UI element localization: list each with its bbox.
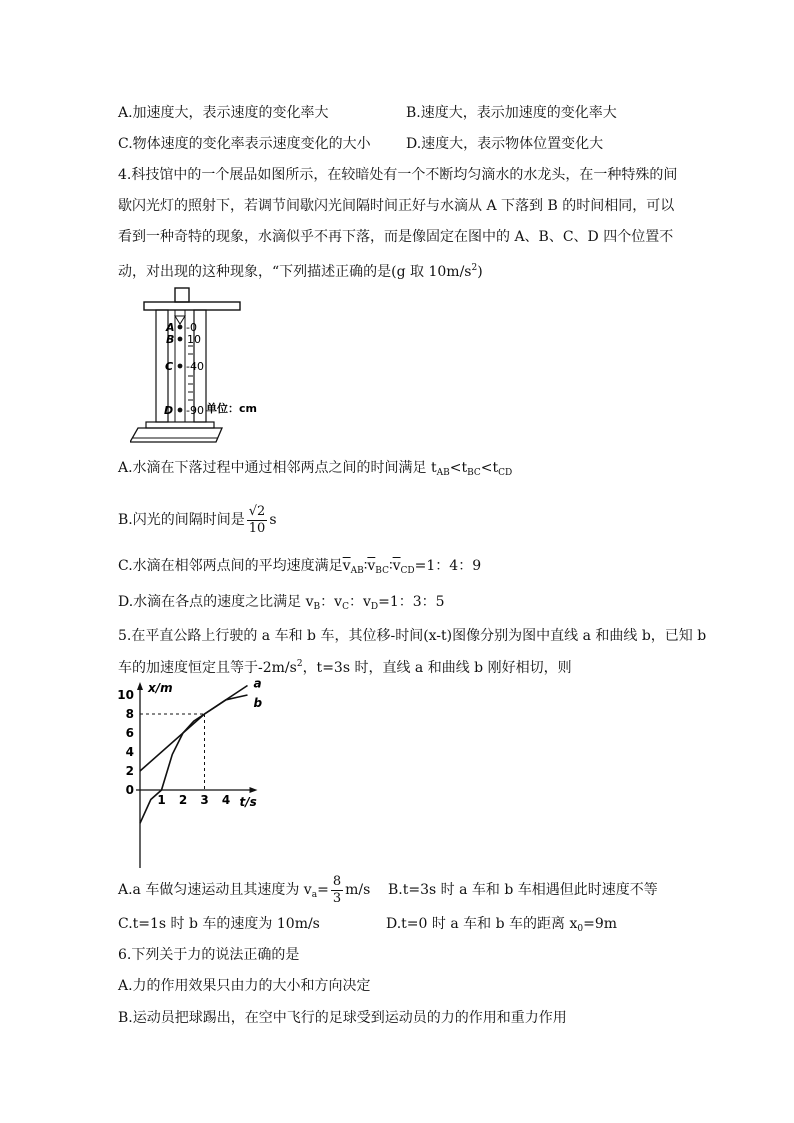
x-axis-arrow [250,787,258,793]
y-tick-label: 2 [125,764,134,778]
x-tick-label: 1 [157,793,166,807]
operator: <t [480,460,499,476]
ratio-sep: ∶ [363,558,368,574]
ratio-value: =1：3：5 [378,594,445,610]
option-text: C.水滴在相邻两点间的平均速度满足 [118,558,343,574]
avg-velocity-symbol: $\overline{v}$ [392,558,401,574]
stem-tail: ，t=3s 时，直线 a 和曲线 b 刚好相切，则 [302,660,572,676]
y-tick-label: 8 [125,707,134,721]
fraction-numerator: √2 [248,503,266,519]
option-text: D.t=0 时 a 车和 b 车的距离 x [386,916,578,932]
series-label-a: a [253,680,262,691]
q5-option-d [386,914,617,939]
q4-stem-line-4 [118,258,483,282]
x-tick-label: 4 [221,793,231,807]
q4-option-d [118,592,445,617]
subscript: CD [400,566,415,576]
point-label-b: B [166,333,175,346]
avg-velocity-symbol: $\overline{v}$ [367,558,376,574]
q4-stem-line-3: 看到一种奇特的现象，水滴似乎不再下落，而是像固定在图中的 A、B、C、D 四个位置不 [118,229,674,245]
y-tick-label: 4 [125,745,134,759]
tick-label-10: 10 [187,333,201,346]
avg-velocity-symbol: $\overline{v}$ [342,558,351,574]
q3-option-a: A.加速度大，表示速度的变化率大 [118,105,329,121]
x-tick-label: 2 [178,793,188,807]
xt-graph [112,680,282,868]
subscript: AB [436,468,450,478]
point-label-a: A [166,321,175,334]
y-tick-label: 10 [117,688,134,702]
water-drop-figure [130,284,290,446]
series-label-b: b [253,696,263,710]
fraction [331,874,343,907]
fraction-denominator: 3 [332,890,342,906]
distance-value: =9m [583,916,618,932]
subscript: a [311,890,318,900]
q4-option-c [118,556,481,581]
ratio-value: =1：4：9 [414,558,482,574]
equals: = [317,882,329,898]
option-text: A.a 车做匀速运动且其速度为 v [118,882,312,898]
q5-option-a [118,870,370,910]
q4-stem-line-1: 4.科技馆中的一个展品如图所示，在较暗处有一个不断均匀滴水的水龙头，在一种特殊的间 [118,167,678,183]
operator: ：v [320,594,343,610]
subscript: C [342,602,349,612]
q4-stem-line-2: 歇闪光灯的照射下，若调节间歇闪光间隔时间正好与水滴从 A 下落到 B 的时间相同，可以 [118,198,675,214]
q3-option-c: C.物体速度的变化率表示速度变化的大小 [118,136,371,152]
q5-stem-line-2 [118,654,572,678]
stem-text: 车的加速度恒定且等于-2m/s [118,660,297,676]
unit: m/s [345,882,371,898]
q3-option-b: B.速度大，表示加速度的变化率大 [406,105,617,121]
subscript: BC [375,566,389,576]
option-text: D.水滴在各点的速度之比满足 v [118,594,314,610]
q4-option-a [118,458,512,483]
fraction-denominator: 10 [248,520,266,536]
x-tick-label: 3 [200,793,209,807]
superscript: 2 [471,263,478,273]
q4-stem-line-4-text: 动，对出现的这种现象，“下列描述正确的是(g 取 10m/s [118,264,472,280]
y-tick-label: 0 [125,783,134,797]
close-paren: ) [477,264,483,280]
subscript: 0 [577,924,584,934]
q4-option-b [118,500,277,540]
q6-option-b: B.运动员把球踢出，在空中飞行的足球受到运动员的力的作用和重力作用 [118,1010,567,1026]
operator: ：v [348,594,371,610]
y-tick-label: 6 [125,726,134,740]
subscript: D [370,602,379,612]
option-text: B.闪光的间隔时间是 [118,512,245,528]
tick-label-90: -90 [186,404,204,417]
option-text: A.水滴在下落过程中通过相邻两点之间的时间满足 t [118,460,437,476]
point-label-d: D [164,404,174,417]
fraction-numerator: 8 [332,873,342,889]
x-axis-label: t/s [239,795,257,809]
subscript: CD [498,468,513,478]
q5-option-c: C.t=1s 时 b 车的速度为 10m/s [118,916,320,932]
operator: <t [449,460,468,476]
fraction [247,504,268,537]
unit-label: 单位：cm [206,402,257,415]
subscript: B [313,602,321,612]
tick-label-0: -0 [186,321,197,334]
q6-option-a: A.力的作用效果只由力的大小和方向决定 [118,978,371,994]
q6-stem: 6.下列关于力的说法正确的是 [118,947,300,963]
superscript: 2 [296,659,303,669]
q5-stem-line-1: 5.在平直公路上行驶的 a 车和 b 车，其位移-时间(x-t)图像分别为图中直线 a 和曲线 b，已知 b [118,628,707,644]
unit: s [269,512,277,528]
ratio-sep: ∶ [388,558,393,574]
series-line-b [140,695,248,823]
point-label-c: C [165,360,174,373]
y-axis-label: x/m [148,681,173,695]
tick-label-40: -40 [186,360,204,373]
subscript: AB [350,566,364,576]
q5-option-b: B.t=3s 时 a 车和 b 车相遇但此时速度不等 [388,882,658,898]
q3-option-d: D.速度大，表示物体位置变化大 [406,136,604,152]
subscript: BC [467,468,481,478]
y-axis-arrow [137,682,143,690]
